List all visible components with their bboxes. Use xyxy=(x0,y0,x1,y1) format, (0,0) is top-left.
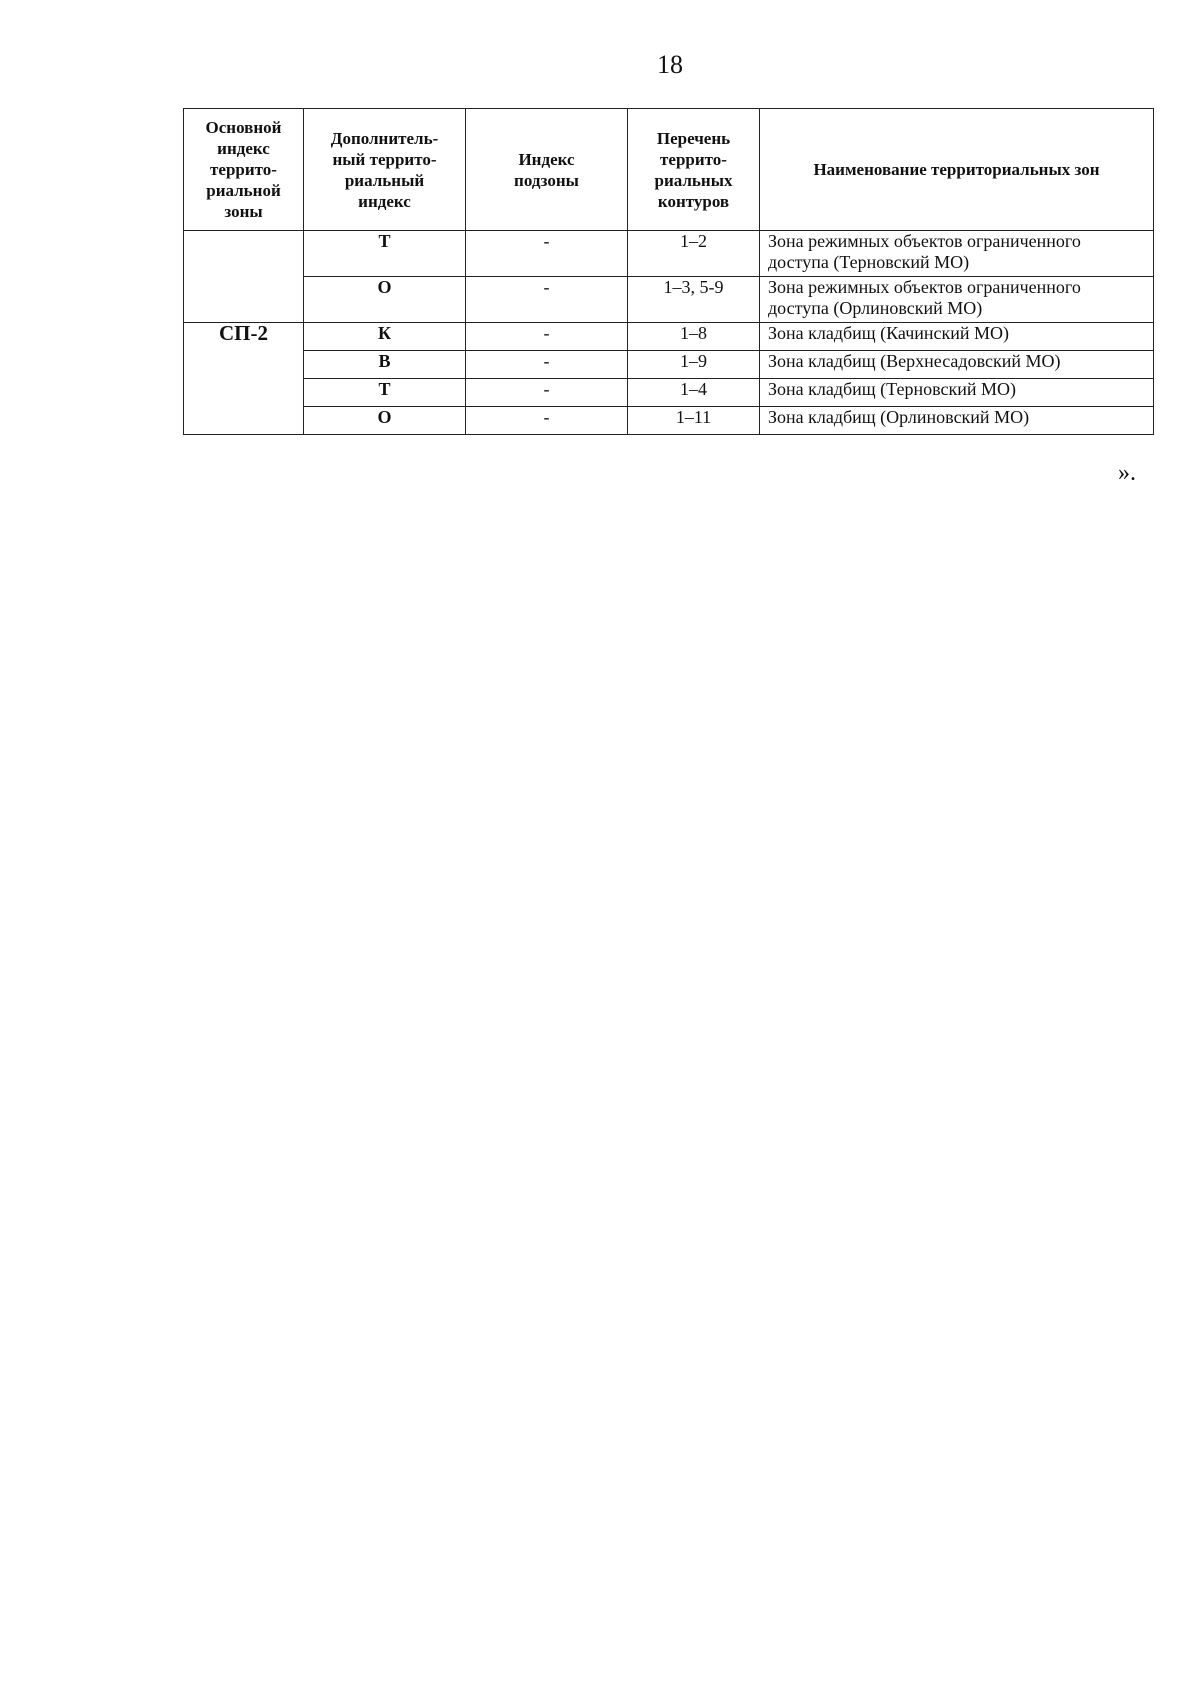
contours-cell: 1–4 xyxy=(628,379,760,407)
subzone-cell: - xyxy=(466,323,628,351)
subzone-cell: - xyxy=(466,379,628,407)
contours-cell: 1–8 xyxy=(628,323,760,351)
main-index-cell: СП-2 xyxy=(184,323,304,435)
zone-name-cell: Зона кладбищ (Терновский МО) xyxy=(760,379,1154,407)
contours-cell: 1–11 xyxy=(628,407,760,435)
table-row xyxy=(184,351,1154,379)
page-number: 18 xyxy=(657,50,683,79)
subzone-cell: - xyxy=(466,351,628,379)
extra-index-cell: О xyxy=(304,277,466,323)
table-row xyxy=(184,323,1154,351)
header-zone-name: Наименование территориальных зон xyxy=(760,109,1154,231)
table-row xyxy=(184,407,1154,435)
extra-index-cell: Т xyxy=(304,231,466,277)
closing-quote-mark: ». xyxy=(1118,460,1136,486)
zone-name-cell: Зона режимных объектов ограниченного доступа (Орлиновский МО) xyxy=(760,277,1154,323)
extra-index-cell: В xyxy=(304,351,466,379)
header-subzone-index: Индекс подзоны xyxy=(466,109,628,231)
header-main-index: Основной индекс террито- риальной зоны xyxy=(184,109,304,231)
territorial-zones-table xyxy=(183,108,1154,435)
extra-index-cell: К xyxy=(304,323,466,351)
subzone-cell: - xyxy=(466,277,628,323)
table-row xyxy=(184,231,1154,277)
zone-name-cell: Зона кладбищ (Качинский МО) xyxy=(760,323,1154,351)
main-index-cell xyxy=(184,231,304,323)
contours-cell: 1–9 xyxy=(628,351,760,379)
table-header-row xyxy=(184,109,1154,231)
zone-name-cell: Зона кладбищ (Верхнесадовский МО) xyxy=(760,351,1154,379)
zone-name-cell: Зона режимных объектов ограниченного доступа (Терновский МО) xyxy=(760,231,1154,277)
subzone-cell: - xyxy=(466,231,628,277)
extra-index-cell: Т xyxy=(304,379,466,407)
table-row xyxy=(184,379,1154,407)
subzone-cell: - xyxy=(466,407,628,435)
header-contours-list: Перечень террито- риальных контуров xyxy=(628,109,760,231)
contours-cell: 1–3, 5-9 xyxy=(628,277,760,323)
zone-name-cell: Зона кладбищ (Орлиновский МО) xyxy=(760,407,1154,435)
header-extra-index: Дополнитель- ный террито- риальный индекс xyxy=(304,109,466,231)
extra-index-cell: О xyxy=(304,407,466,435)
table-row xyxy=(184,277,1154,323)
contours-cell: 1–2 xyxy=(628,231,760,277)
